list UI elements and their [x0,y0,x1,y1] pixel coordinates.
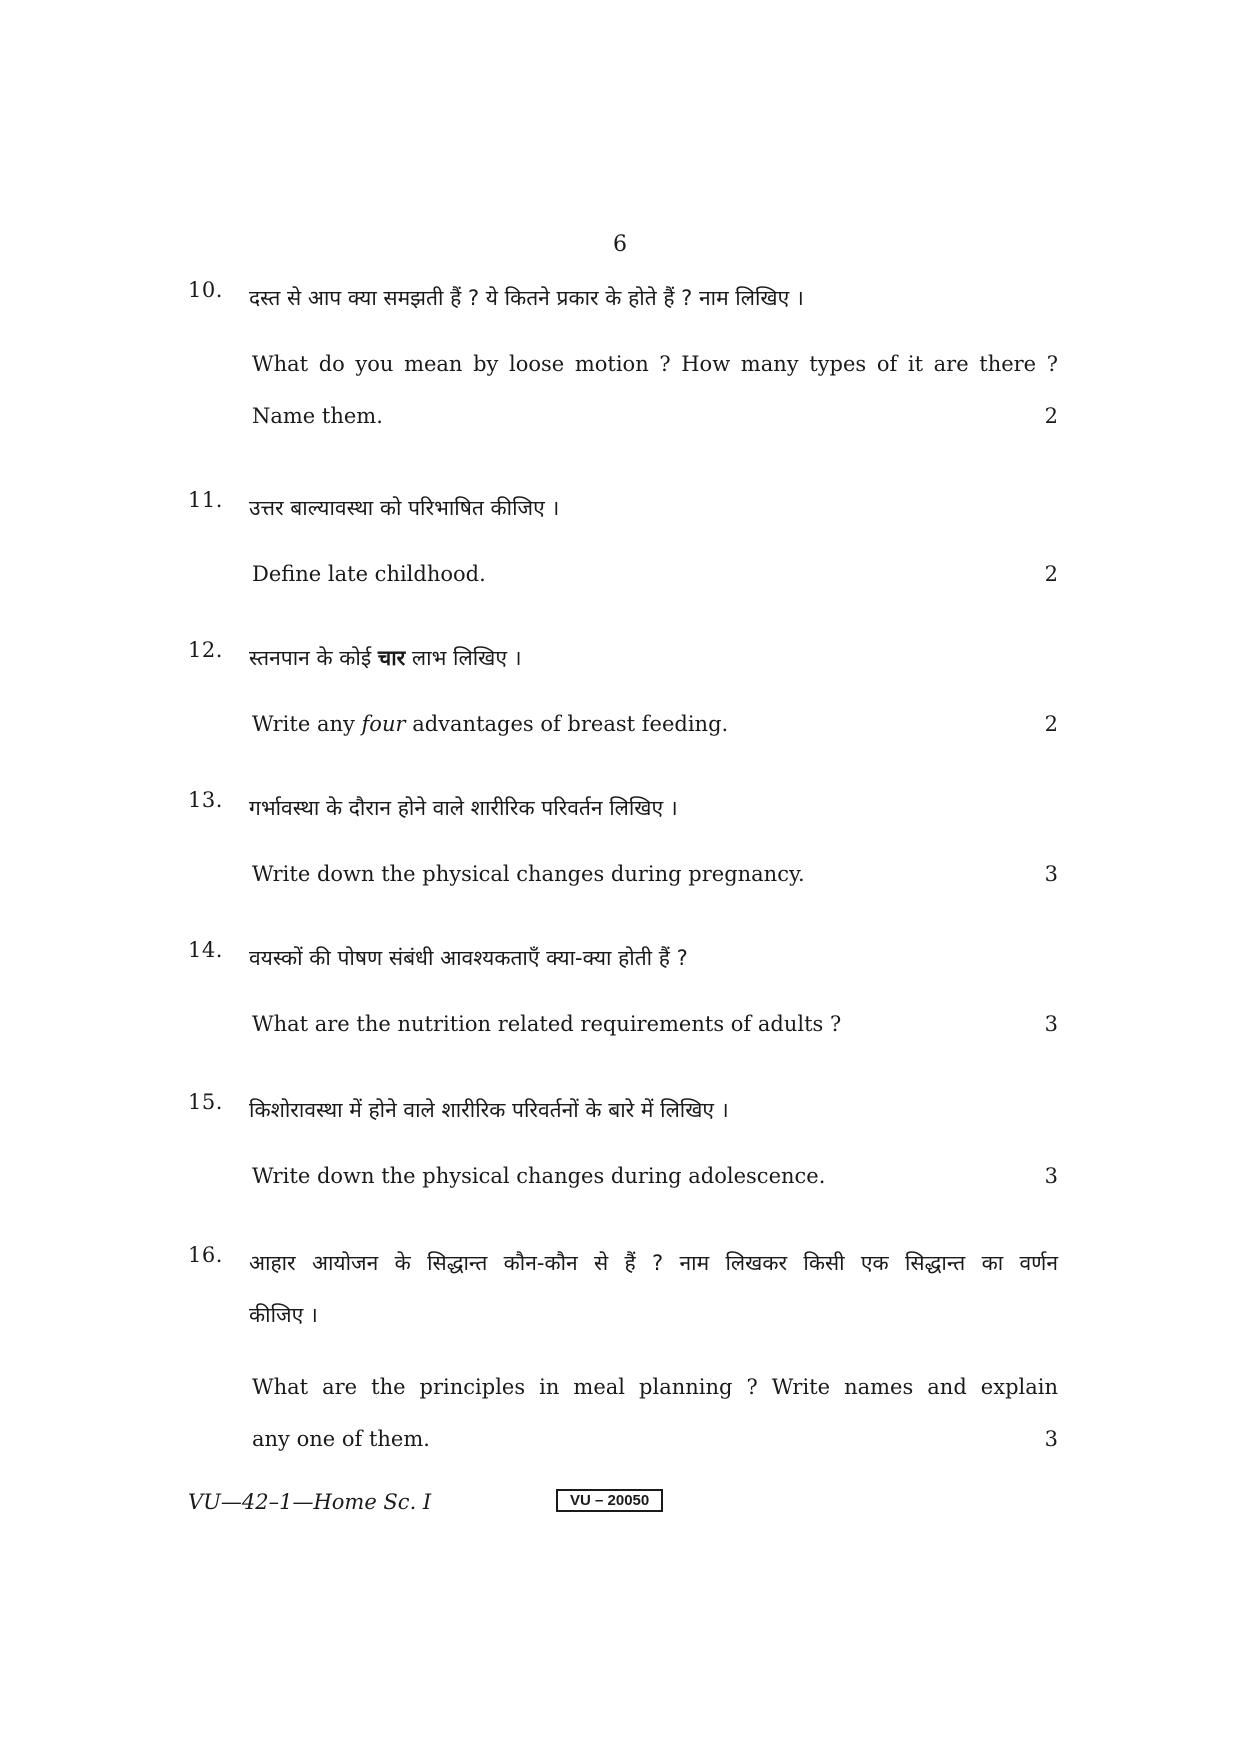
question-marks: 3 [1044,1427,1058,1451]
question-english: What are the nutrition related requirements of adults ? [252,1012,842,1036]
question-number: 14. [188,938,223,962]
question-english: Write down the physical changes during pregnancy. [252,862,805,886]
question-number: 15. [188,1090,223,1114]
question-hindi: वयस्कों की पोषण संबंधी आवश्यकताएँ क्या-क्या होती हैं ? [249,946,688,970]
question-number: 13. [188,788,223,812]
page-number: 6 [613,232,627,257]
question-hindi-line2: कीजिए । [249,1303,318,1327]
question-marks: 2 [1044,404,1058,428]
question-marks: 3 [1044,1012,1058,1036]
question-english-line2: any one of them. [252,1427,430,1451]
english-emphasis: four [361,712,406,736]
question-marks: 3 [1044,862,1058,886]
question-hindi: दस्त से आप क्या समझती हैं ? ये कितने प्रकार के होते हैं ? नाम लिखिए । [249,286,804,310]
paper-code: VU—42–1—Home Sc. I [188,1490,432,1514]
question-english-line1: What are the principles in meal planning ? Write names and explain [252,1375,1058,1399]
question-marks: 2 [1044,562,1058,586]
hindi-emphasis: चार [377,646,406,670]
hindi-text-after: लाभ लिखिए । [405,646,522,670]
question-english: Define late childhood. [252,562,486,586]
question-number: 10. [188,278,223,302]
question-hindi: उत्तर बाल्यावस्था को परिभाषित कीजिए । [249,496,560,520]
question-english-line1: What do you mean by loose motion ? How many types of it are there ? [252,352,1058,376]
question-marks: 2 [1044,712,1058,736]
question-hindi: किशोरावस्था में होने वाले शारीरिक परिवर्तनों के बारे में लिखिए । [249,1098,729,1122]
hindi-text-before: स्तनपान के कोई [249,646,378,670]
english-text-after: advantages of breast feeding. [405,712,729,736]
question-hindi-line1: आहार आयोजन के सिद्धान्त कौन-कौन से हैं ? नाम लिखकर किसी एक सिद्धान्त का वर्णन [249,1251,1058,1275]
question-hindi [249,632,1058,684]
question-number: 16. [188,1243,223,1267]
question-english [252,698,1058,750]
question-marks: 3 [1044,1164,1058,1188]
question-english: Write down the physical changes during adolescence. [252,1164,826,1188]
english-text-before: Write any [252,712,362,736]
series-code-box: VU – 20050 [556,1489,663,1512]
question-number: 11. [188,488,223,512]
question-number: 12. [188,638,223,662]
question-hindi: गर्भावस्था के दौरान होने वाले शारीरिक परिवर्तन लिखिए । [249,796,678,820]
question-english-line2: Name them. [252,404,383,428]
